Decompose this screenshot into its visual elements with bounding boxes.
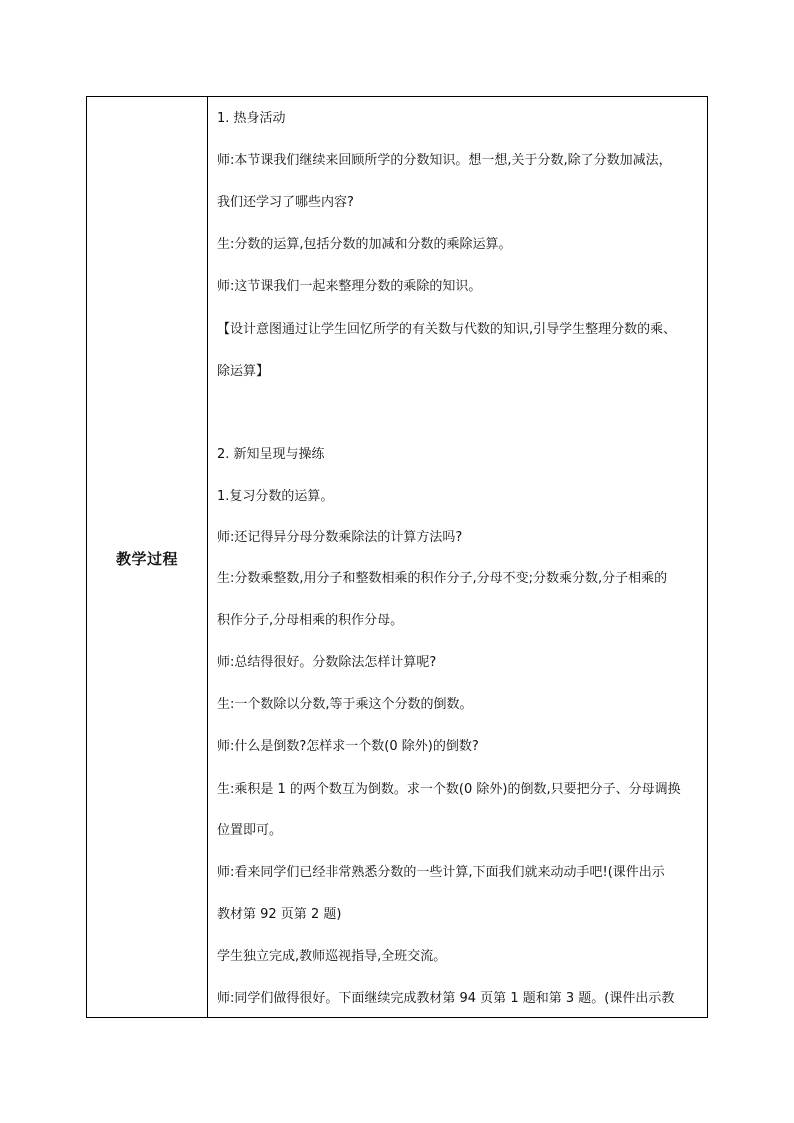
design-intent-line: 除运算】	[217, 364, 270, 379]
paragraph-line: 师:同学们做得很好。下面继续完成教材第 94 页第 1 题和第 3 题。(课件出示教	[217, 991, 675, 1006]
section-heading-warmup: 1. 热身活动	[217, 111, 286, 126]
lesson-table	[86, 96, 708, 1018]
paragraph-line: 生:分数乘整数,用分子和整数相乘的积作分子,分母不变;分数乘分数,分子相乘的	[217, 571, 668, 586]
paragraph-line: 生:分数的运算,包括分数的加减和分数的乘除运算。	[217, 237, 512, 252]
paragraph-line: 师:这节课我们一起来整理分数的乘除的知识。	[217, 279, 482, 294]
paragraph-line: 师:总结得很好。分数除法怎样计算呢?	[217, 655, 437, 670]
paragraph-line: 生:乘积是 1 的两个数互为倒数。求一个数(0 除外)的倒数,只要把分子、分母调换	[217, 782, 681, 797]
design-intent-line: 【设计意图通过让学生回忆所学的有关数与代数的知识,引导学生整理分数的乘、	[217, 322, 677, 337]
paragraph-line: 1.复习分数的运算。	[217, 489, 334, 504]
row-label: 教学过程	[115, 550, 178, 568]
paragraph-line: 师:什么是倒数?怎样求一个数(0 除外)的倒数?	[217, 739, 479, 754]
paragraph-line: 师:本节课我们继续来回顾所学的分数知识。想一想,关于分数,除了分数加减法，	[217, 153, 672, 168]
paragraph-line: 生:一个数除以分数,等于乘这个分数的倒数。	[217, 697, 473, 712]
paragraph-line: 师:还记得异分母分数乘除法的计算方法吗?	[217, 530, 463, 545]
row-label-cell	[87, 97, 208, 1017]
paragraph-line: 位置即可。	[217, 823, 283, 838]
paragraph-line: 师:看来同学们已经非常熟悉分数的一些计算,下面我们就来动动手吧!(课件出示	[217, 865, 665, 880]
paragraph-line: 教材第 92 页第 2 题)	[217, 907, 342, 922]
paragraph-line: 学生独立完成,教师巡视指导,全班交流。	[217, 949, 447, 964]
content-cell	[209, 97, 707, 1017]
paragraph-line: 积作分子,分母相乘的积作分母。	[217, 613, 404, 628]
section-heading-new-knowledge: 2. 新知呈现与操练	[217, 447, 325, 462]
paragraph-line: 我们还学习了哪些内容?	[217, 195, 354, 210]
